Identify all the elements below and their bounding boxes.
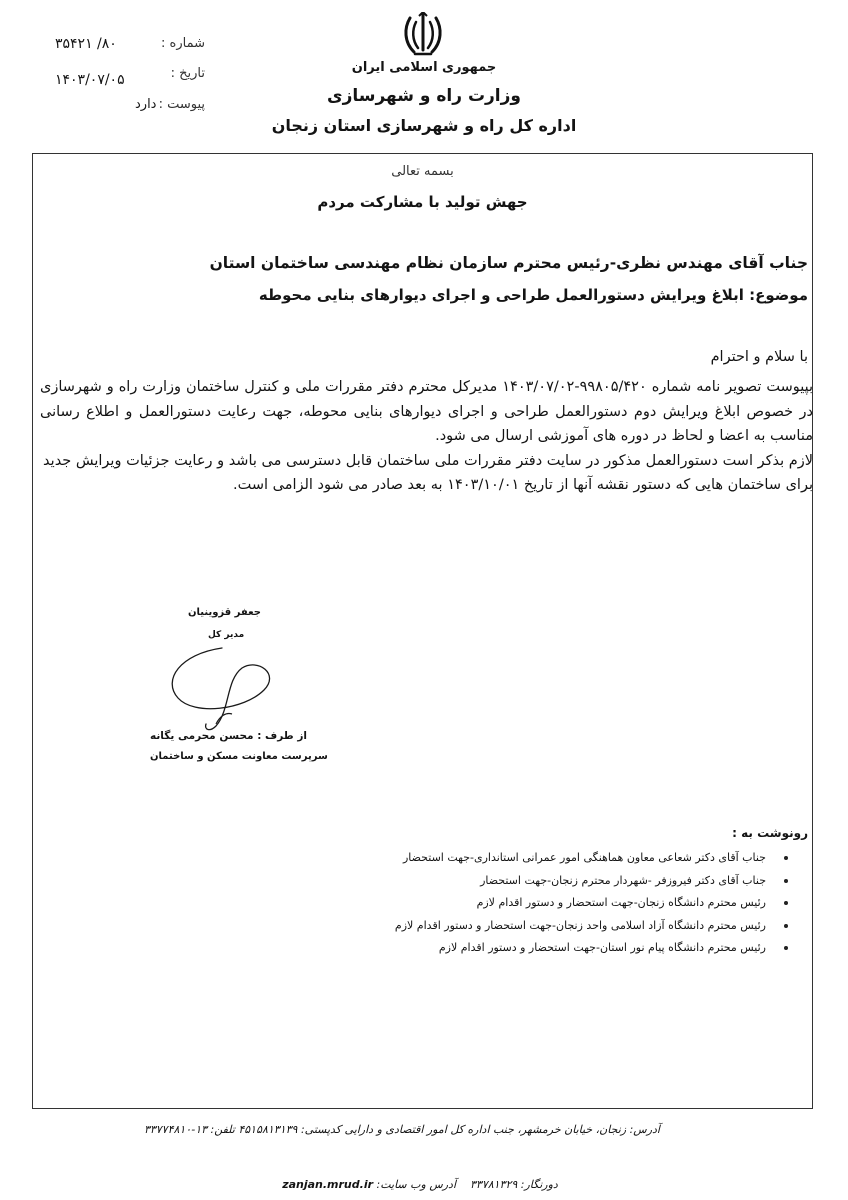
footer-website-link[interactable]: zanjan.mrud.ir [282, 1178, 374, 1191]
cc-title: رونوشت به : [732, 826, 808, 840]
footer-fax: دورنگار: ۳۳۷۸۱۳۲۹ [470, 1178, 558, 1191]
handwritten-signature [160, 640, 280, 736]
letter-attachment-label: پیوست : [158, 97, 205, 112]
signatory-role: سرپرست معاونت مسکن و ساختمان [150, 751, 328, 762]
header-ministry: وزارت راه و شهرسازی [326, 86, 521, 106]
cc-item: جناب آقای دکتر شعاعی معاون هماهنگی امور عمرانی استانداری-جهت استحضار [328, 848, 808, 871]
body-paragraph-2: لازم بذکر است دستورالعمل مذکور در سایت دفتر مقررات ملی ساختمان قابل دسترسی می باشد و رعایت جزئیات ویرایش جدید برای ساختمان هایی که دستور نقشه آنها از تاریخ ۱۴۰۳/۱۰/۰۱ به بعد صادر می شود الزامی است. [43, 452, 813, 493]
subject: موضوع: ابلاغ ویرایش دستورالعمل طراحی و اجرای دیوارهای بنایی محوطه [258, 286, 808, 304]
cc-item: رئیس محترم دانشگاه پیام نور استان-جهت استحضار و دستور اقدام لازم [328, 938, 808, 961]
letter-body [40, 375, 813, 498]
header-department: اداره کل راه و شهرسازی استان زنجان [271, 116, 577, 135]
letter-number-row [55, 36, 205, 58]
letter-attachment-row [55, 97, 205, 119]
letter-number-value: ۸۰/ ۳۵۴۲۱ [55, 36, 117, 52]
letter-attachment-value: دارد [135, 97, 157, 112]
header-country: جمهوری اسلامی ایران [351, 60, 497, 75]
footer-website-label: آدرس وب سایت: [376, 1178, 457, 1191]
on-behalf-line: از طرف : محسن محرمی یگانه [150, 730, 307, 742]
cc-list [328, 848, 808, 961]
letter-date-row [55, 66, 205, 88]
letter-date-value: ۱۴۰۳/۰۷/۰۵ [55, 72, 125, 88]
footer-address: آدرس: زنجان، خیابان خرمشهر، جنب اداره کل امور اقتصادی و دارایی کدپستی: ۴۵۱۵۸۱۳۱۳۹ تلفن: ۱۳-۳۳۷۷۴۸۱۰ [143, 1123, 660, 1136]
recipient: جناب آقای مهندس نظری-رئیس محترم سازمان نظام مهندسی ساختمان استان [209, 254, 808, 272]
slogan: جهش تولید با مشارکت مردم [317, 193, 528, 211]
signatory-title: مدیر کل [208, 630, 245, 640]
letter-date-label: تاریخ : [170, 66, 205, 81]
cc-item: جناب آقای دکتر فیروزفر -شهردار محترم زنجان-جهت استحضار [328, 871, 808, 894]
cc-item: رئیس محترم دانشگاه آزاد اسلامی واحد زنجان-جهت استحضار و دستور اقدام لازم [328, 916, 808, 939]
greeting: با سلام و احترام [710, 349, 808, 365]
cc-item: رئیس محترم دانشگاه زنجان-جهت استحضار و دستور اقدام لازم [328, 893, 808, 916]
footer-contact [250, 1178, 590, 1191]
signatory-name: جعفر قزوینیان [188, 607, 261, 618]
letter-number-label: شماره : [161, 36, 205, 51]
invocation: بسمه تعالی [391, 164, 454, 179]
body-paragraph-1: بپیوست تصویر نامه شماره ۹۹۸۰۵/۴۲۰-۱۴۰۳/۰۷/۰۲ مدیرکل محترم دفتر مقررات ملی و کنترل ساختمان وزارت راه و شهرسازی در خصوص ابلاغ ویرایش دوم دستورالعمل طراحی و اجرای دیوارهای بنایی محوطه، جهت رعایت دستورالعمل و اطلاع رسانی مناسب به اعضا و لحاظ در دوره های آموزشی ارسال می شود. [40, 379, 813, 444]
iran-emblem-icon [400, 12, 446, 58]
